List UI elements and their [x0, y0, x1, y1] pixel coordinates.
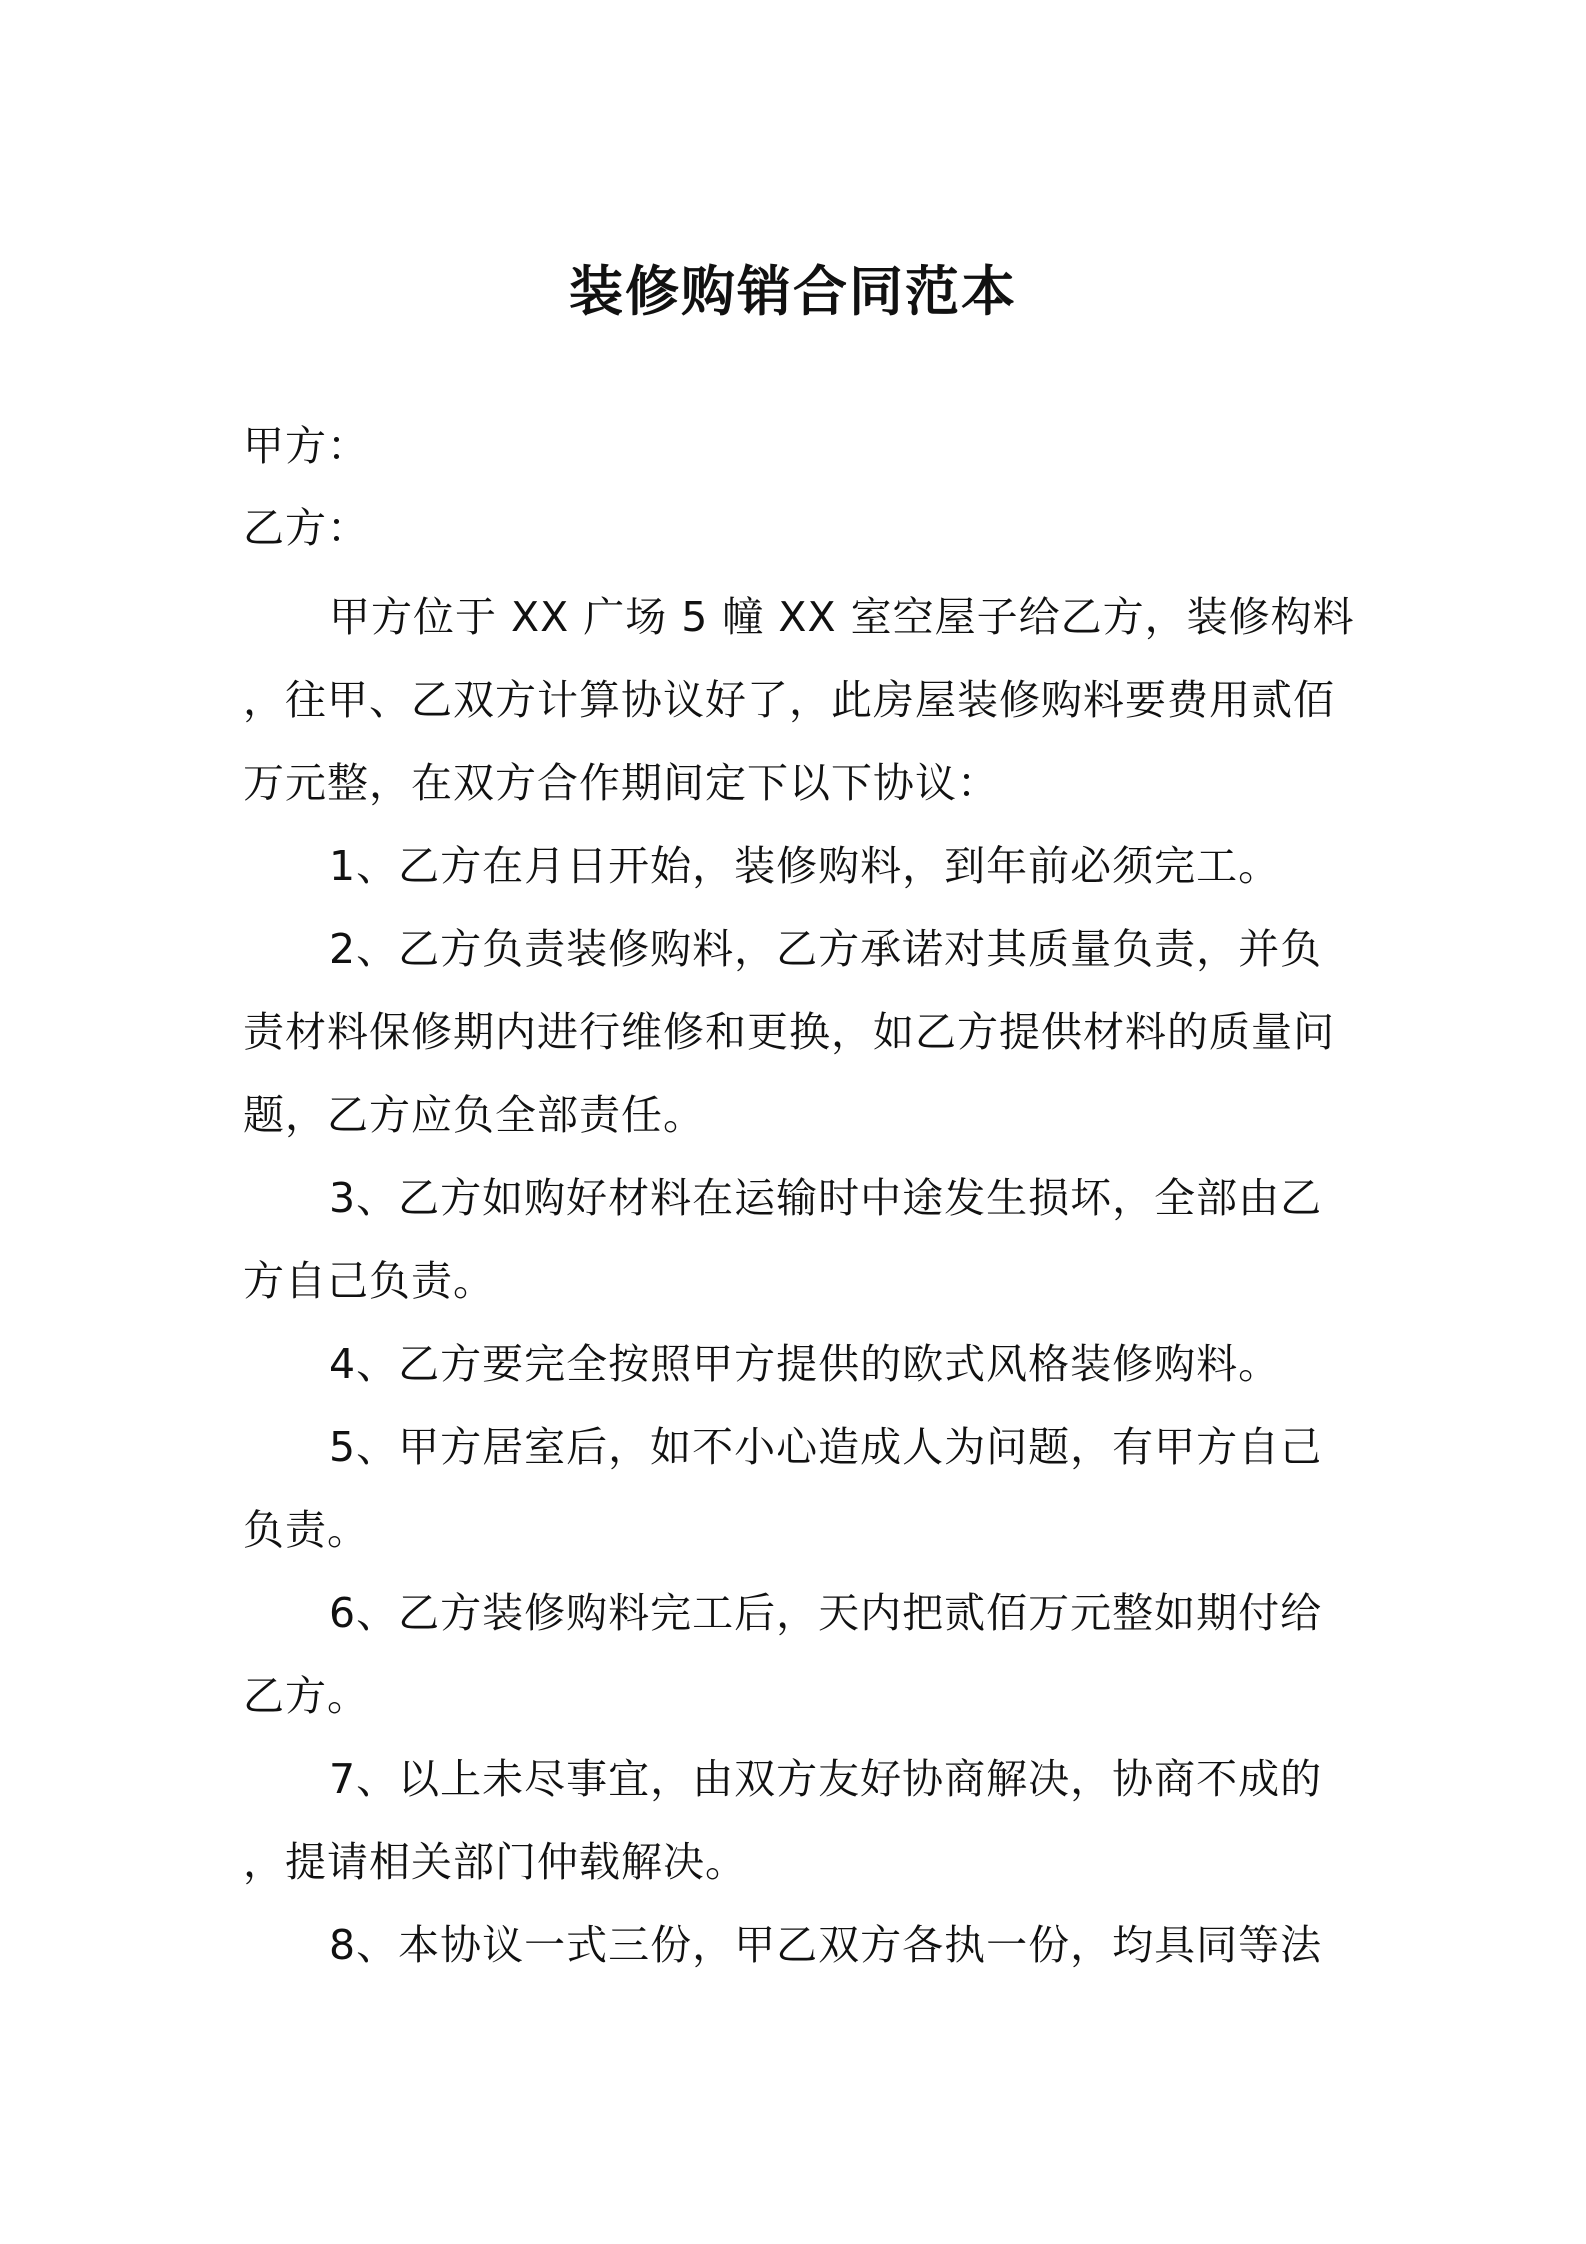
clause-5-line: 负责。 [243, 1506, 369, 1554]
clause-7-line: ，提请相关部门仲载解决。 [243, 1838, 747, 1886]
clause-3-line: 3、乙方如购好材料在运输时中途发生损坏，全部由乙 [329, 1174, 1323, 1222]
clause-7-line: 7、以上未尽事宜，由双方友好协商解决，协商不成的 [329, 1755, 1323, 1803]
intro-line: 甲方位于 XX 广场 5 幢 XX 室空屋子给乙方，装修构料 [329, 593, 1355, 641]
intro-line: 万元整，在双方合作期间定下以下协议： [243, 759, 999, 807]
clause-3-line: 方自己负责。 [243, 1257, 495, 1305]
clause-6-line: 乙方。 [243, 1672, 369, 1720]
clause-2-line: 责材料保修期内进行维修和更换，如乙方提供材料的质量问 [243, 1008, 1335, 1056]
party-b-label: 乙方： [243, 504, 369, 552]
party-a-label: 甲方： [243, 422, 369, 470]
clause-8-line: 8、本协议一式三份，甲乙双方各执一份，均具同等法 [329, 1921, 1323, 1969]
clause-2-line: 题，乙方应负全部责任。 [243, 1091, 705, 1139]
clause-5-line: 5、甲方居室后，如不小心造成人为问题，有甲方自己 [329, 1423, 1323, 1471]
clause-6-line: 6、乙方装修购料完工后，天内把贰佰万元整如期付给 [329, 1589, 1323, 1637]
clause-1-line: 1、乙方在月日开始，装修购料，到年前必须完工。 [329, 842, 1281, 890]
clause-2-line: 2、乙方负责装修购料，乙方承诺对其质量负责，并负 [329, 925, 1323, 973]
intro-line: ，往甲、乙双方计算协议好了，此房屋装修购料要费用贰佰 [243, 676, 1335, 724]
document-title: 装修购销合同范本 [569, 260, 1017, 323]
clause-4-line: 4、乙方要完全按照甲方提供的欧式风格装修购料。 [329, 1340, 1281, 1388]
